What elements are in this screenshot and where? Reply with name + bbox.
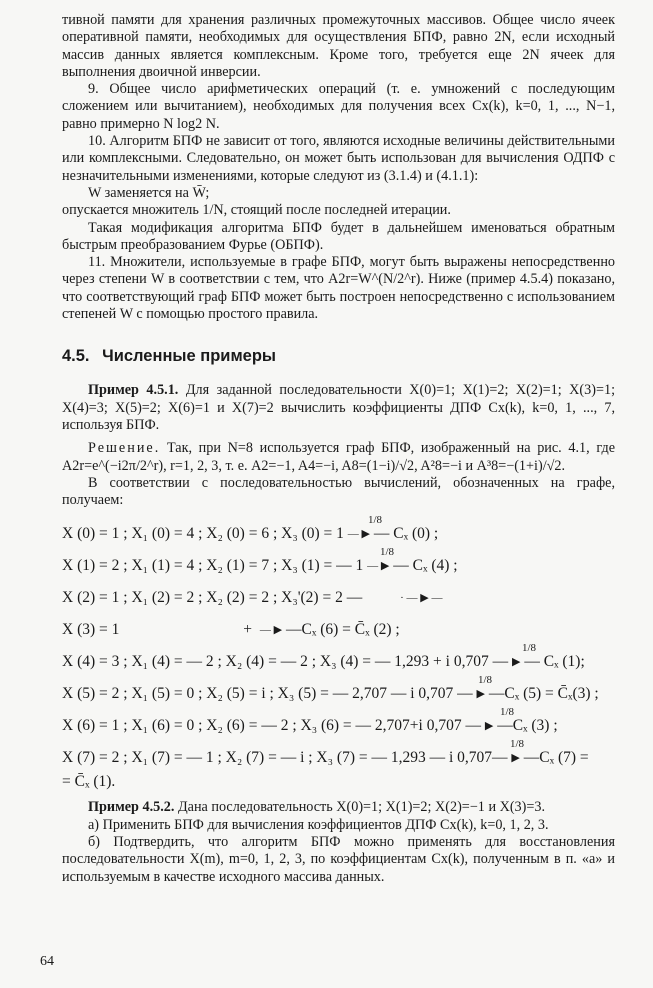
triangle-arrow-icon: ▶ bbox=[511, 752, 520, 765]
equation-right: — Cₓ (1); bbox=[524, 653, 585, 671]
equation-left: X (1) = 2 ; X₁ (1) = 4 ; X₂ (1) = 7 ; X₃ (1) = — 1 bbox=[62, 557, 364, 575]
equation-factor-label: 1/8 bbox=[500, 706, 515, 719]
paragraph-item-11: 11. Множители, используемые в графе БПФ, могут быть выражены непосредственно через степени W в соответствии с тем, что A2r=W^(N/2^r). Ниже (пример 4.5.4) показано, что соответствующий граф БПФ может быть построен непосредственно с использованием степеней W с помощью простого правила. bbox=[62, 254, 615, 323]
equation-left: X (3) = 1 bbox=[62, 621, 120, 639]
equation-row bbox=[62, 739, 615, 771]
paragraph-ifft-definition: Такая модификация алгоритма БПФ будет в дальнейшем именоваться обратным быстрым преобразованием Фурье (ОБПФ). bbox=[62, 219, 615, 253]
triangle-arrow-icon: · — ▶ — bbox=[400, 592, 443, 605]
solution-text: Так, при N=8 используется граф БПФ, изображенный на рис. 4.1, где A2r=e^(−i2π/2^r), r=1, 2, 3, т. е. A2=−1, A4=−i, A8=(1−i)/√2, A²8=−i и A³8=−(1+i)/√2. bbox=[62, 440, 616, 474]
equation-factor-label: 1/8 bbox=[368, 514, 383, 527]
triangle-arrow-icon: ▶ bbox=[511, 656, 521, 669]
section-number: 4.5. bbox=[62, 347, 90, 366]
equation-right: —Cₓ (3) ; bbox=[497, 717, 558, 735]
equation-factor-label: 1/8 bbox=[522, 642, 537, 655]
section-title: Численные примеры bbox=[102, 347, 277, 366]
equation-factor-label: 1/8 bbox=[510, 738, 525, 751]
equation-left: X (2) = 1 ; X₁ (2) = 2 ; X₂ (2) = 2 ; X₃'(2) = 2 — bbox=[62, 589, 363, 607]
equation-row bbox=[62, 707, 615, 739]
paragraph-compute-intro: В соответствии с последовательностью вычислений, обозначенных на графе, получаем: bbox=[62, 474, 615, 509]
paragraph-item-9: 9. Общее число арифметических операций (т. е. умножений с последующим сложением или вычитанием), необходимых для получения всех Cx(k), k=0, 1, ..., N−1, равно примерно N log2 N. bbox=[62, 81, 615, 132]
example-text: Для заданной последовательности X(0)=1; X(1)=2; X(2)=1; X(3)=1; X(4)=3; X(5)=2; X(6)=1 и X(7)=2 вычислить коэффициенты ДПФ Cx(k), k=0, 1, ..., 7, используя БПФ. bbox=[62, 382, 616, 433]
example-part-a: а) Применить БПФ для вычисления коэффициентов ДПФ Cx(k), k=0, 1, 2, 3. bbox=[88, 816, 549, 833]
triangle-arrow-icon: — ▶ bbox=[259, 624, 283, 637]
equation-left: = C̄ₓ (1). bbox=[62, 773, 116, 791]
paragraph-memory: тивной памяти для хранения различных промежуточных массивов. Общее число ячеек оперативной памяти, необходимых для осуществления БПФ, равно 2N, если исходный массив данных является комплексным. Кроме того, требуется еще 2N ячеек для выполнения двоичной инверсии. bbox=[62, 12, 615, 80]
equation-row bbox=[62, 515, 615, 547]
equation-right: — Cₓ (4) ; bbox=[393, 557, 458, 575]
equation-right: —Cₓ (6) = C̄ₓ (2) ; bbox=[285, 621, 400, 639]
equation-left: X (7) = 2 ; X₁ (7) = — 1 ; X₂ (7) = — i ; X₃ (7) = — 1,293 — i 0,707— bbox=[62, 749, 508, 767]
example-4-5-2 bbox=[62, 799, 615, 816]
solution-label: Решение. bbox=[88, 440, 161, 457]
triangle-arrow-icon: — ▶ bbox=[347, 528, 371, 541]
triangle-arrow-icon: ▶ bbox=[476, 688, 485, 701]
example-text: Дана последовательность X(0)=1; X(1)=2; X(2)=−1 и X(3)=3. bbox=[177, 799, 546, 816]
equation-factor-label: 1/8 bbox=[478, 674, 493, 687]
paragraph-replace-w: W заменяется на W̄; bbox=[88, 184, 210, 201]
equation-left: X (0) = 1 ; X₁ (0) = 4 ; X₂ (0) = 6 ; X₃ (0) = 1 bbox=[62, 525, 344, 543]
equation-right: —Cₓ (5) = C̄ₓ(3) ; bbox=[488, 685, 599, 703]
example-label: Пример 4.5.2. bbox=[88, 799, 175, 816]
page-content bbox=[62, 12, 615, 886]
equation-factor-label: 1/8 bbox=[380, 546, 395, 559]
equation-row bbox=[62, 771, 615, 793]
equation-left: X (4) = 3 ; X₁ (4) = — 2 ; X₂ (4) = — 2 ; X₃ (4) = — 1,293 + i 0,707 — bbox=[62, 653, 509, 671]
equation-row bbox=[62, 611, 615, 643]
triangle-arrow-icon: ▶ bbox=[484, 720, 494, 733]
example-part-b: б) Подтвердить, что алгоритм БПФ можно применять для восстановления последовательности X(m), m=0, 1, 2, 3, по коэффициентам Cx(k), полученным в п. «а» и используемым в качестве исходного массива данных. bbox=[62, 834, 615, 885]
example-label: Пример 4.5.1. bbox=[88, 382, 179, 399]
paragraph-item-10: 10. Алгоритм БПФ не зависит от того, являются исходные величины действительными или комплексными. Следовательно, он может быть использован для вычисления ОДПФ с незначительными изменениями, которые следуют из (3.1.4) и (4.1.1): bbox=[62, 133, 615, 184]
plus-sign: + bbox=[243, 621, 253, 639]
page-number: 64 bbox=[40, 954, 54, 969]
solution-paragraph bbox=[62, 440, 615, 475]
example-4-5-1 bbox=[62, 382, 615, 434]
equation-right: — Cₓ (0) ; bbox=[373, 525, 439, 543]
equation-right: —Cₓ (7) = bbox=[523, 749, 589, 767]
paragraph-omit-factor: опускается множитель 1/N, стоящий после последней итерации. bbox=[62, 202, 451, 219]
equation-row bbox=[62, 643, 615, 675]
equation-row bbox=[62, 675, 615, 707]
triangle-arrow-icon: — ▶ bbox=[367, 560, 390, 573]
equation-left: X (6) = 1 ; X₁ (6) = 0 ; X₂ (6) = — 2 ; X₃ (6) = — 2,707+i 0,707 — bbox=[62, 717, 481, 735]
equation-row bbox=[62, 579, 615, 611]
equation-left: X (5) = 2 ; X₁ (5) = 0 ; X₂ (5) = i ; X₃ (5) = — 2,707 — i 0,707 — bbox=[62, 685, 473, 703]
equation-row bbox=[62, 547, 615, 579]
section-heading bbox=[62, 347, 615, 366]
equation-block bbox=[62, 515, 615, 793]
